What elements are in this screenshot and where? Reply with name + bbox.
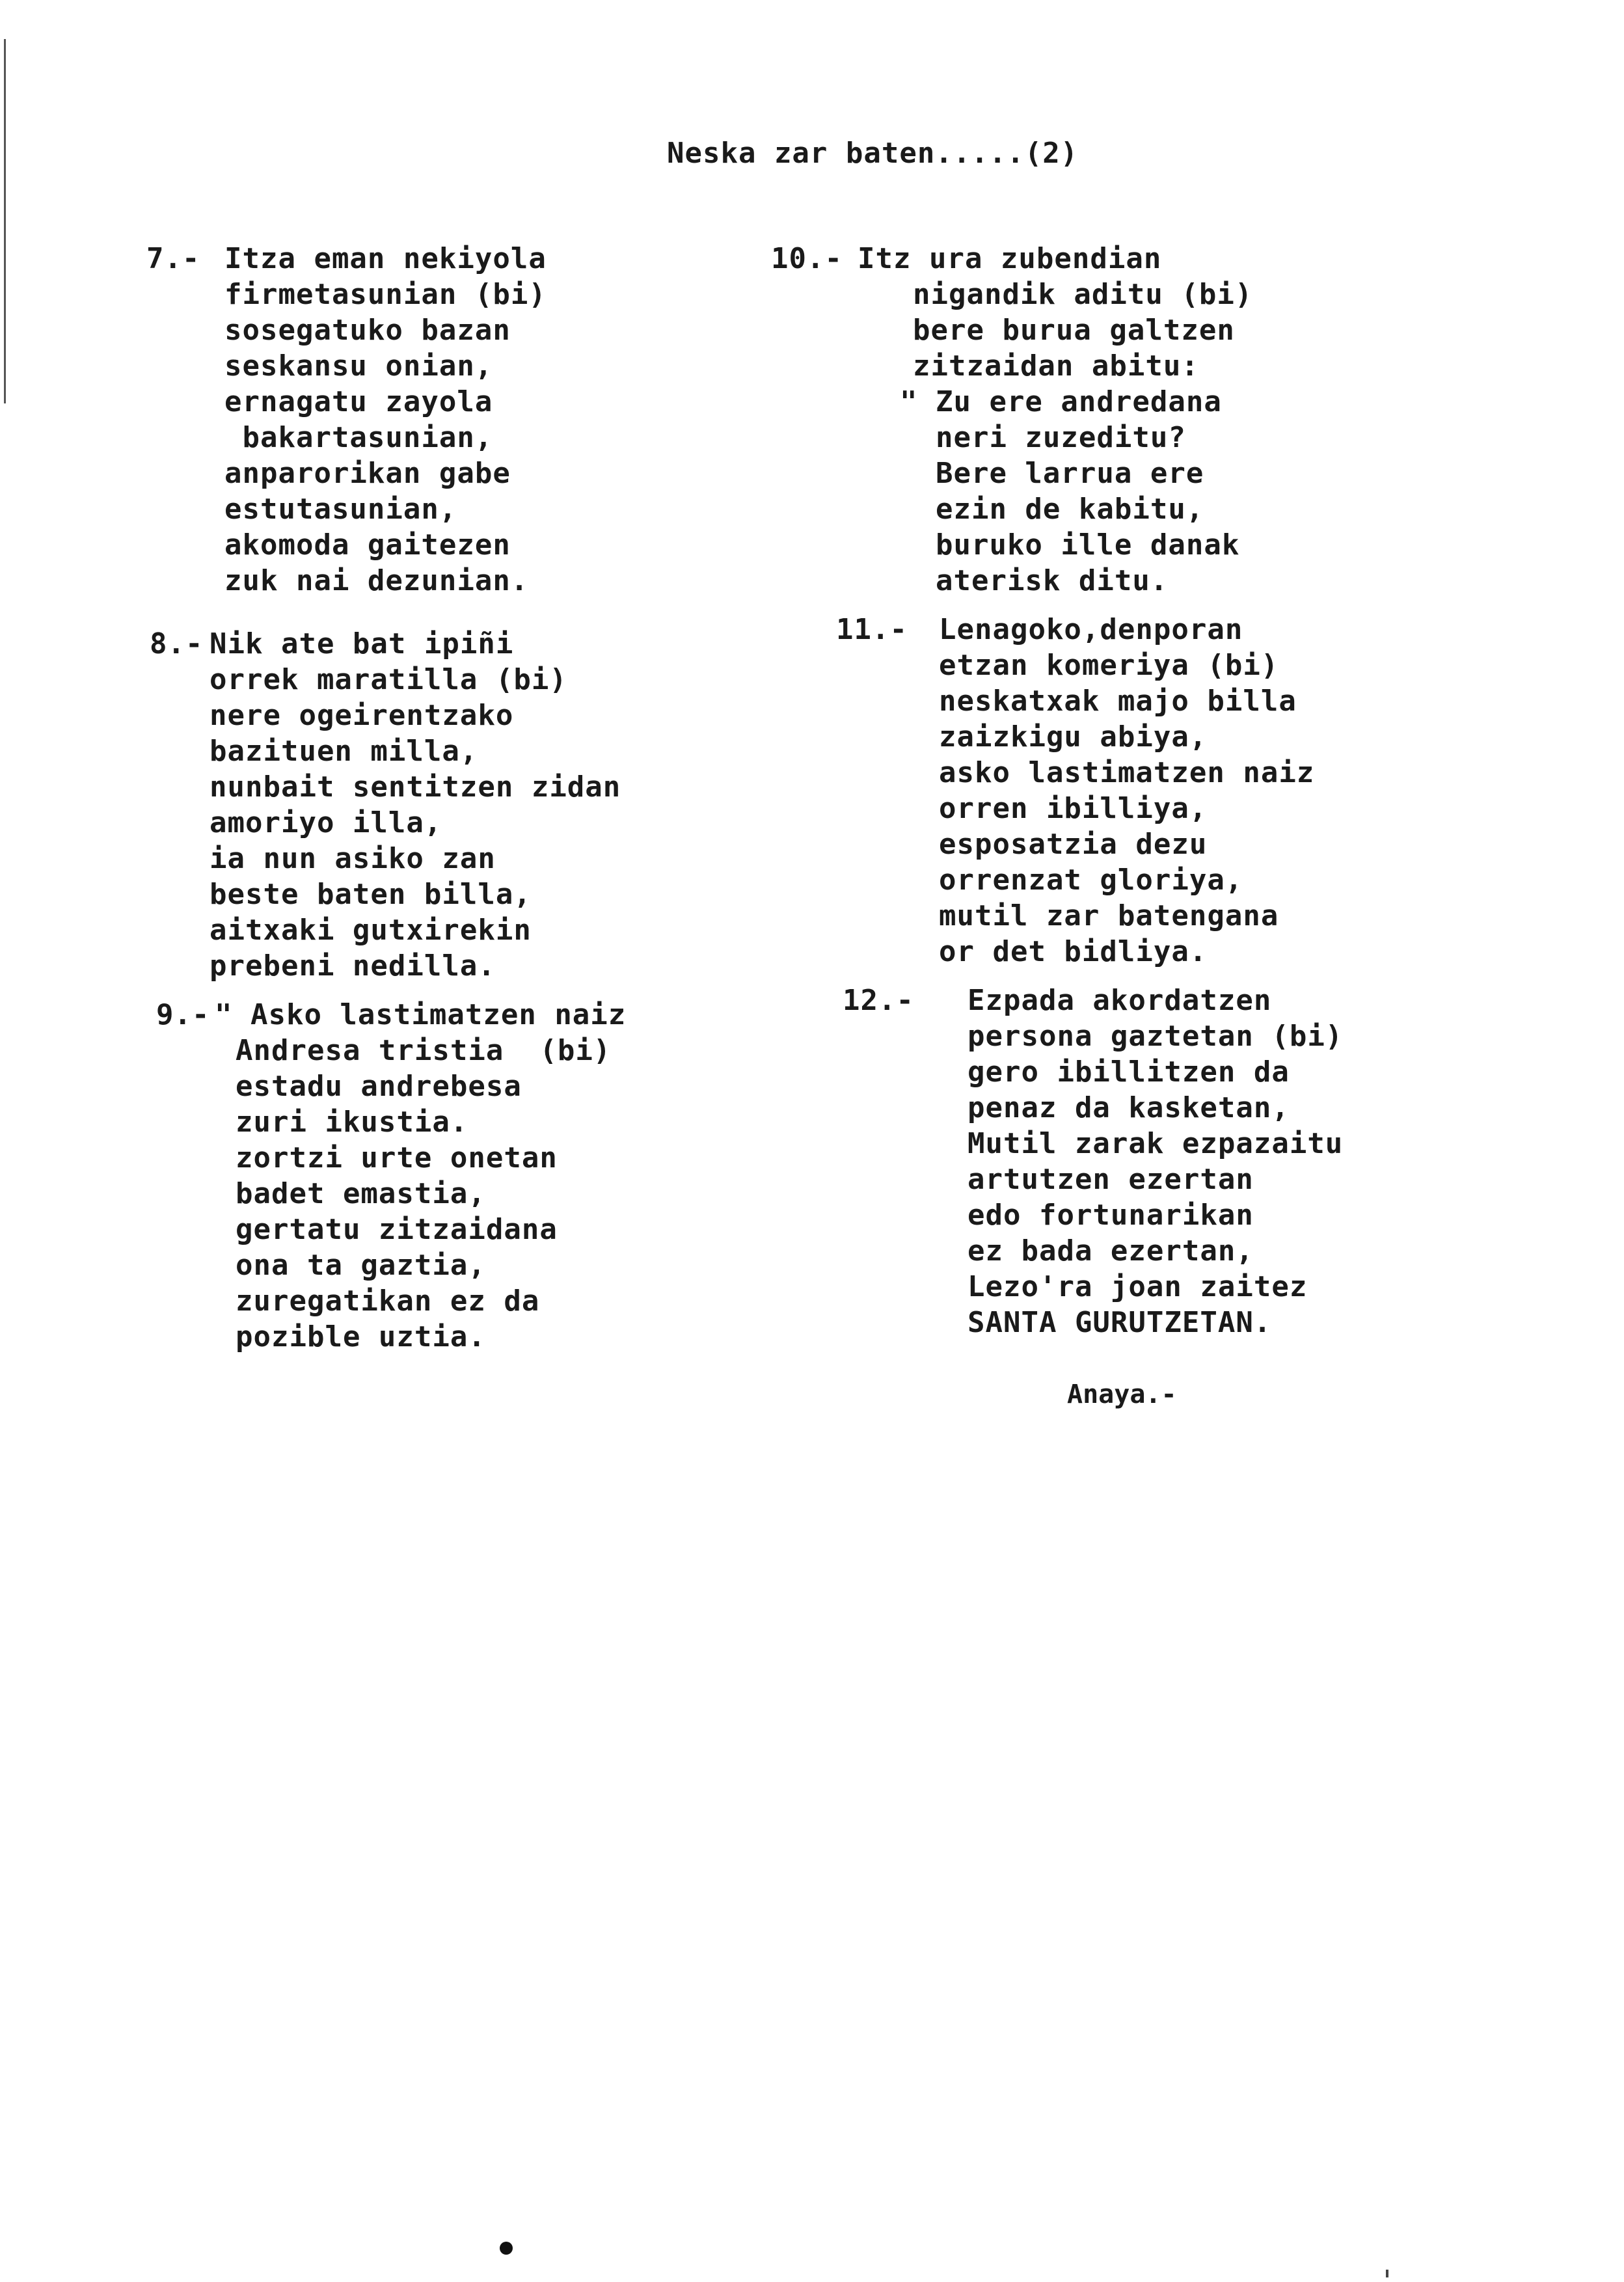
- verse-line: zuri ikustia.: [236, 1106, 468, 1139]
- verse-line: nigandik aditu (bi): [913, 278, 1253, 311]
- verse-line: Lezo'ra joan zaitez: [968, 1270, 1308, 1303]
- verse-7: [146, 241, 547, 599]
- verse-line: bazituen milla,: [210, 735, 478, 768]
- verse-line: estutasunian,: [224, 493, 457, 526]
- verse-number: 11.-: [836, 613, 908, 646]
- verse-line: gertatu zitzaidana: [236, 1213, 558, 1246]
- verse-line: Mutil zarak ezpazaitu: [968, 1127, 1344, 1160]
- verse-line: esposatzia dezu: [939, 828, 1208, 861]
- verse-line: aterisk ditu.: [900, 564, 1169, 597]
- verse-line: zaizkigu abiya,: [939, 720, 1208, 754]
- verse-number: 12.-: [843, 984, 914, 1017]
- ink-speck: [1386, 2270, 1388, 2277]
- verse-line: artutzen ezertan: [968, 1163, 1254, 1196]
- verse-line: orrek maratilla (bi): [210, 663, 567, 696]
- verse-line: Lenagoko,denporan: [939, 613, 1243, 646]
- verse-line: firmetasunian (bi): [224, 278, 547, 311]
- verse-line: " Zu ere andredana: [900, 385, 1222, 418]
- verse-line: Andresa tristia (bi): [236, 1034, 612, 1067]
- verse-line: zuk nai dezunian.: [224, 564, 529, 597]
- verse-line: buruko ille danak: [900, 528, 1240, 562]
- verse-line: " Asko lastimatzen naiz: [215, 998, 627, 1031]
- verse-line: ezin de kabitu,: [900, 493, 1204, 526]
- verse-line: edo fortunarikan: [968, 1199, 1254, 1232]
- verse-line: ez bada ezertan,: [968, 1234, 1254, 1268]
- verse-line: Ezpada akordatzen: [968, 984, 1272, 1017]
- verse-line: or det bidliya.: [939, 935, 1208, 968]
- verse-line: ia nun asiko zan: [210, 842, 496, 875]
- verse-line: nere ogeirentzako: [210, 699, 514, 732]
- verse-line: neskatxak majo billa: [939, 685, 1297, 718]
- verse-line: ernagatu zayola: [224, 385, 493, 418]
- verse-line: amoriyo illa,: [210, 806, 442, 839]
- verse-line: persona gaztetan (bi): [968, 1020, 1344, 1053]
- verse-11: [836, 612, 1314, 970]
- verse-line: orrenzat gloriya,: [939, 863, 1243, 897]
- verse-line: prebeni nedilla.: [210, 949, 496, 983]
- verse-line: estadu andrebesa: [236, 1070, 522, 1103]
- verse-line: bere burua galtzen: [913, 314, 1235, 347]
- verse-number: 8.-: [150, 627, 204, 660]
- verse-number: 9.-: [156, 998, 210, 1031]
- verse-line: Bere larrua ere: [900, 457, 1204, 490]
- ink-dot: [500, 2242, 513, 2255]
- verse-9: [156, 997, 626, 1355]
- left-edge-rule: [4, 39, 6, 403]
- verse-line: gero ibillitzen da: [968, 1055, 1290, 1089]
- verse-line: seskansu onian,: [224, 349, 493, 383]
- verse-line: neri zuzeditu?: [900, 421, 1186, 454]
- verse-line: zortzi urte onetan: [236, 1141, 558, 1175]
- verse-line: mutil zar batengana: [939, 899, 1279, 932]
- verse-line: etzan komeriya (bi): [939, 649, 1279, 682]
- verse-line: zuregatikan ez da: [236, 1284, 540, 1318]
- verse-line: Itz ura zubendian: [858, 242, 1162, 275]
- verse-line: asko lastimatzen naiz: [939, 756, 1315, 789]
- verse-line: Nik ate bat ipiñi: [210, 627, 514, 660]
- verse-line: orren ibilliya,: [939, 792, 1208, 825]
- verse-number: 7.-: [146, 242, 200, 275]
- verse-line: anparorikan gabe: [224, 457, 511, 490]
- verse-line: ona ta gaztia,: [236, 1249, 486, 1282]
- verse-line: badet emastia,: [236, 1177, 486, 1210]
- author-signature: Anaya.-: [1067, 1379, 1177, 1409]
- verse-line: bakartasunian,: [224, 421, 493, 454]
- verse-line: pozible uztia.: [236, 1320, 486, 1353]
- verse-line: sosegatuko bazan: [224, 314, 511, 347]
- verse-line: aitxaki gutxirekin: [210, 914, 532, 947]
- verse-line: akomoda gaitezen: [224, 528, 511, 562]
- verse-12: [843, 983, 1343, 1340]
- verse-line: penaz da kasketan,: [968, 1091, 1290, 1124]
- verse-8: [150, 626, 621, 984]
- verse-line: Itza eman nekiyola: [224, 242, 547, 275]
- verse-line: nunbait sentitzen zidan: [210, 770, 621, 804]
- verse-line: SANTA GURUTZETAN.: [968, 1306, 1272, 1339]
- verse-line: zitzaidan abitu:: [913, 349, 1199, 383]
- verse-line: beste baten billa,: [210, 878, 532, 911]
- verse-10: [771, 241, 1252, 599]
- page-title: Neska zar baten.....(2): [667, 137, 1079, 170]
- verse-number: 10.-: [771, 242, 843, 275]
